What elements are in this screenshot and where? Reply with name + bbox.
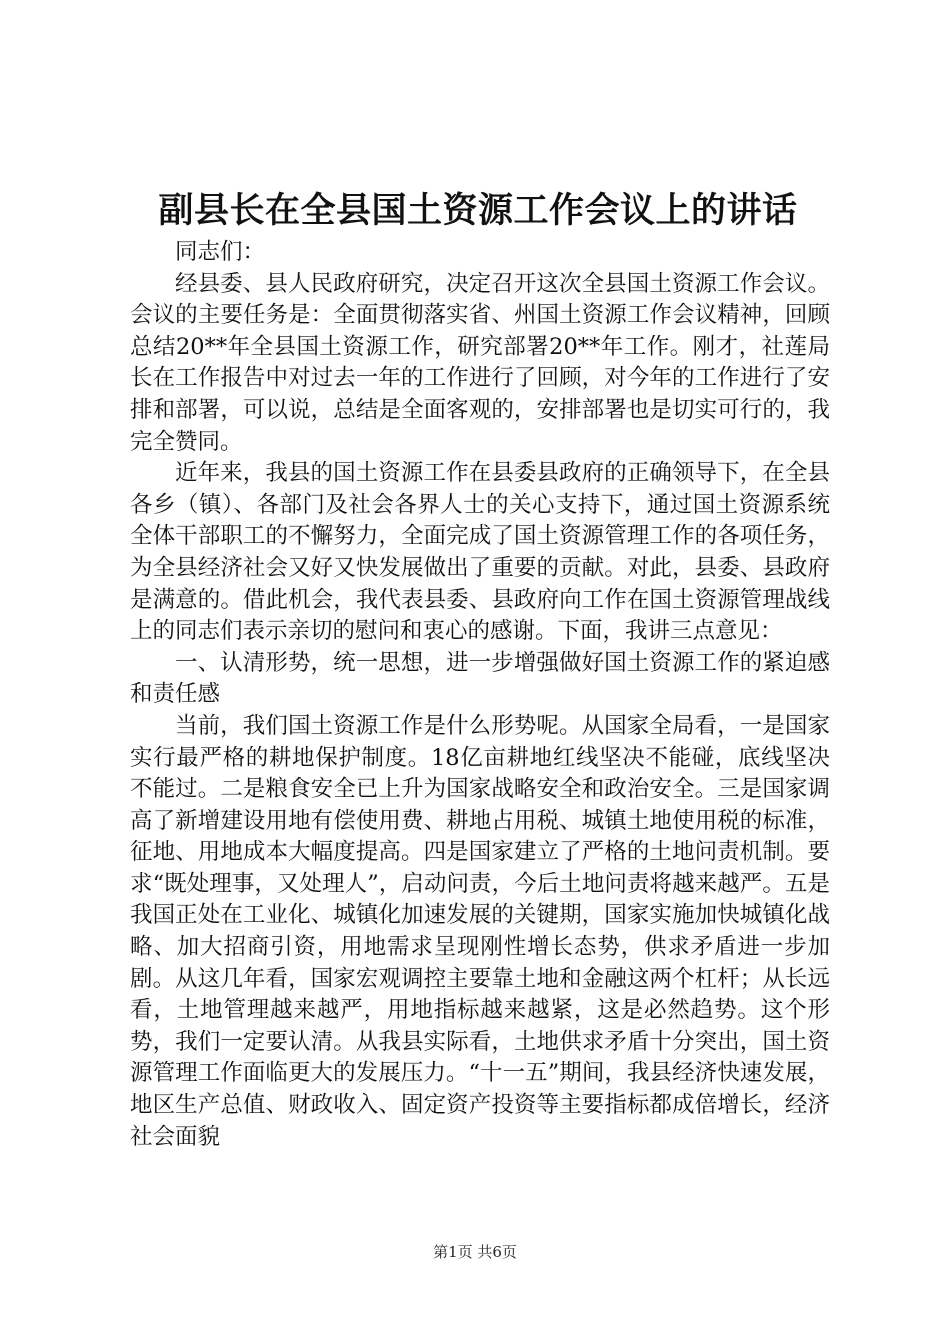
document-title: 副县长在全县国土资源工作会议上的讲话: [158, 190, 798, 231]
section-heading: 一、认清形势，统一思想，进一步增强做好国土资源工作的紧迫感和责任感: [130, 649, 830, 708]
page-total: 共6页: [477, 1243, 517, 1261]
page-number: 第1页: [433, 1243, 473, 1261]
document-body: [130, 237, 830, 1153]
salutation-paragraph: 同志们：: [175, 239, 266, 265]
page-footer: [0, 1242, 950, 1262]
body-paragraph: 当前，我们国土资源工作是什么形势呢。从国家全局看，一是国家实行最严格的耕地保护制度。18亿亩耕地红线坚决不能碰，底线坚决不能过。二是粮食安全已上升为国家战略安全和政治安全。三是国家调高了新增建设用地有偿使用费、耕地占用税、城镇土地使用税的标准，征地、用地成本大幅度提高。四是国家建立了严格的土地问责机制。要求“既处理事，又处理人”，启动问责，今后土地问责将越来越严。五是我国正处在工业化、城镇化加速发展的关键期，国家实施加快城镇化战略、加大招商引资，用地需求呈现刚性增长态势，供求矛盾进一步加剧。从这几年看，国家宏观调控主要靠土地和金融这两个杠杆；从长远看，土地管理越来越严，用地指标越来越紧，这是必然趋势。这个形势，我们一定要认清。从我县实际看，土地供求矛盾十分突出，国土资源管理工作面临更大的发展压力。“十一五”期间，我县经济快速发展，地区生产总值、财政收入、固定资产投资等主要指标都成倍增长，经济社会面貌: [130, 712, 830, 1150]
body-paragraph: 经县委、县人民政府研究，决定召开这次全县国土资源工作会议。会议的主要任务是：全面贯彻落实省、州国土资源工作会议精神，回顾总结20**年全县国土资源工作，研究部署20**年工作。刚才，社莲局长在工作报告中对过去一年的工作进行了回顾，对今年的工作进行了安排和部署，可以说，总结是全面客观的，安排部署也是切实可行的，我完全赞同。: [130, 270, 830, 455]
body-paragraph: 近年来，我县的国土资源工作在县委县政府的正确领导下，在全县各乡（镇）、各部门及社会各界人士的关心支持下，通过国土资源系统全体干部职工的不懈努力，全面完成了国土资源管理工作的各项任务，为全县经济社会又好又快发展做出了重要的贡献。对此，县委、县政府是满意的。借此机会，我代表县委、县政府向工作在国土资源管理战线上的同志们表示亲切的慰问和衷心的感谢。下面，我讲三点意见：: [130, 460, 830, 645]
